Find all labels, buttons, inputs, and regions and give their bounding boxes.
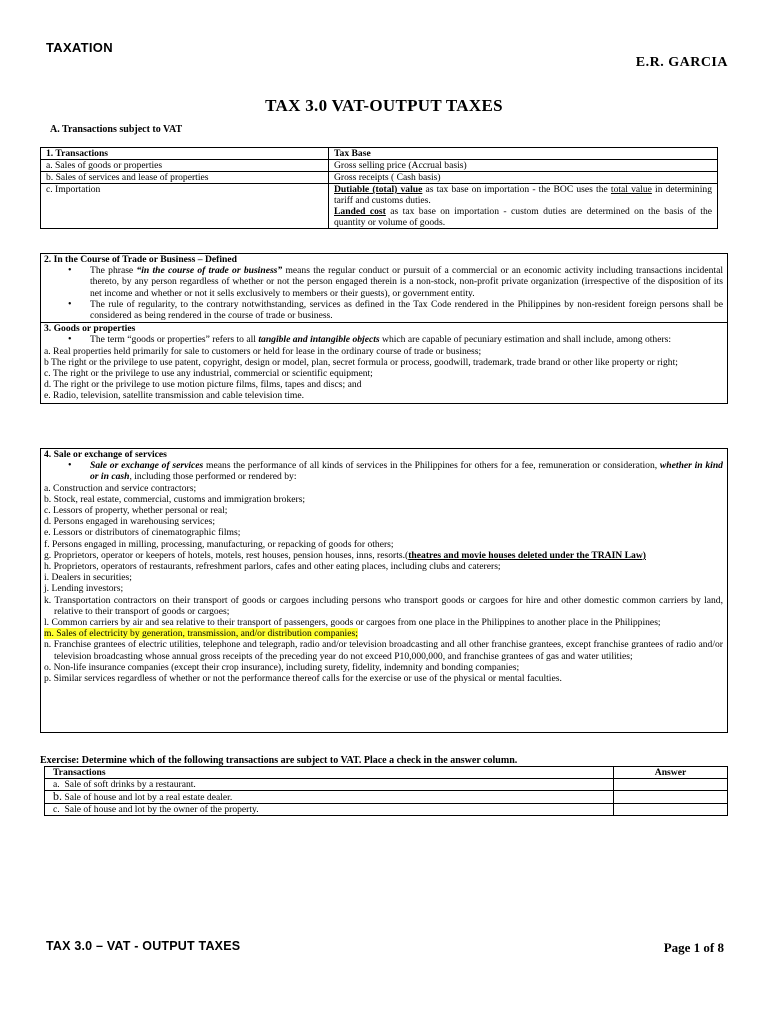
bullet-item xyxy=(44,334,723,345)
section-3-heading: 3. Goods or properties xyxy=(44,323,136,335)
exercise-transaction xyxy=(45,779,614,791)
item-text: Sale of house and lot by the owner of the property. xyxy=(59,804,259,815)
item-text: Sale of house and lot by a real estate dealer. xyxy=(62,792,233,803)
table-header-row xyxy=(45,767,728,779)
column-header-transactions: Transactions xyxy=(45,767,614,779)
bullet-item xyxy=(44,460,723,482)
bullet-emphasis-2: whether in kind or in cash xyxy=(90,460,723,483)
transactions-table xyxy=(40,147,718,229)
dutiable-value-term: Dutiable (total) value xyxy=(334,184,423,195)
column-header-tax-base: Tax Base xyxy=(329,148,718,160)
list-item: d. Persons engaged in warehousing services; xyxy=(44,516,216,528)
section-trade-or-business xyxy=(41,254,727,322)
tax-base-cell xyxy=(329,184,718,229)
train-law-note: theatres and movie houses deleted under the TRAIN Law) xyxy=(408,549,646,561)
list-item xyxy=(44,550,723,561)
exercise-transaction xyxy=(45,791,614,804)
section-2-heading: 2. In the Course of Trade or Business – Defined xyxy=(44,254,237,265)
bullet-emphasis: “in the course of trade or business” xyxy=(136,265,283,277)
list-item: b The right or the privilege to use patent, copyright, design or model, plan, secret formula or process, goodwill, trademark, trade brand or other like property or right; xyxy=(44,356,678,368)
list-item-text: g. Proprietors, operator or keepers of hotels, motels, rest houses, pension houses, inns, resorts.( xyxy=(44,549,409,561)
section-sale-of-services xyxy=(41,449,727,685)
bullet-text-end: which are capable of pecuniary estimation and shall include, among others: xyxy=(379,334,672,346)
transaction-cell: a. Sales of goods or properties xyxy=(41,160,329,172)
landed-cost-text: as tax base on importation - custom duties are determined on the basis of the quantity or volume of goods. xyxy=(334,206,713,228)
bullet-text-end: , including those performed or rendered by: xyxy=(129,471,297,483)
list-item: j. Lending investors; xyxy=(44,583,124,595)
bullet-item xyxy=(44,299,723,321)
author-name: E.R. GARCIA xyxy=(635,55,728,70)
column-header-transactions: 1. Transactions xyxy=(41,148,329,160)
table-row xyxy=(41,184,718,229)
item-letter: c. xyxy=(53,804,60,815)
item-text: Sale of soft drinks by a restaurant. xyxy=(59,779,196,790)
page-title: TAX 3.0 VAT-OUTPUT TAXES xyxy=(265,96,503,115)
section-goods-or-properties xyxy=(41,322,727,402)
page-number: Page 1 of 8 xyxy=(663,940,724,955)
list-item: e. Lessors or distributors of cinematographic films; xyxy=(44,527,241,539)
dutiable-value-text-end: in determining tariff and customs duties. xyxy=(334,184,712,206)
landed-cost-term: Landed cost xyxy=(334,206,386,217)
list-item: a. Real properties held primarily for sale to customers or held for lease in the ordinary course of trade or business; xyxy=(44,345,482,357)
total-value-term: total value xyxy=(610,184,652,195)
course-title: TAXATION xyxy=(46,40,113,55)
list-item: c. Lessors of property, whether personal or real; xyxy=(44,505,228,517)
answer-cell[interactable] xyxy=(614,791,728,804)
table-row xyxy=(45,804,728,816)
table-header-row xyxy=(41,148,718,160)
table-row xyxy=(45,779,728,791)
list-item: o. Non-life insurance companies (except their crop insurance), including surety, fidelity, indemnity and bonding companies; xyxy=(44,661,520,673)
definitions-box xyxy=(40,253,728,404)
list-item: b. Stock, real estate, commercial, customs and immigration brokers; xyxy=(44,493,306,505)
exercise-transaction xyxy=(45,804,614,816)
importation-base-landed xyxy=(334,206,712,228)
answer-cell[interactable] xyxy=(614,804,728,816)
column-header-answer: Answer xyxy=(614,767,728,779)
section-a-heading: A. Transactions subject to VAT xyxy=(50,124,183,135)
footer-title: TAX 3.0 – VAT - OUTPUT TAXES xyxy=(46,939,241,953)
answer-cell[interactable] xyxy=(614,779,728,791)
list-item: p. Similar services regardless of whether or not the performance thereof calls for the exercise or use of the physical or mental faculties. xyxy=(44,673,562,685)
list-item: k. Transportation contractors on their transport of goods or cargoes including persons who transport goods or cargoes for hire and other domestic common carriers by land, relative to their transport of goods or cargoes; xyxy=(44,594,723,617)
tax-base-cell: Gross receipts ( Cash basis) xyxy=(329,172,718,184)
highlighted-text: m. Sales of electricity by generation, transmission, and/or distribution companies; xyxy=(44,628,358,640)
transaction-cell: b. Sales of services and lease of properties xyxy=(41,172,329,184)
bullet-text-end: means the regular conduct or pursuit of a commercial or an economic activity including transactions incidental thereto, by any person regardless of whether or not the person engaged therein is a non-stock, non-profit private organization (irrespective of the disposition of its net income and whether or not it sells exclusively to members or their guests), or government entity. xyxy=(90,265,723,299)
list-item: d. The right or the privilege to use motion picture films, films, tapes and discs; and xyxy=(44,379,362,391)
list-item: l. Common carriers by air and sea relative to their transport of passengers, goods or cargoes from one place in the Philippines to another place in the Philippines; xyxy=(44,617,661,629)
item-letter: b. xyxy=(53,789,62,803)
exercise-table xyxy=(44,766,728,816)
transaction-cell: c. Importation xyxy=(41,184,329,229)
bullet-text: The phrase xyxy=(90,265,137,277)
bullet-item xyxy=(44,265,723,299)
list-item: e. Radio, television, satellite transmission and cable television time. xyxy=(44,390,305,402)
bullet-icon: • xyxy=(68,265,72,277)
dutiable-value-text: as tax base on importation - the BOC uses the xyxy=(422,184,611,195)
list-item: a. Construction and service contractors; xyxy=(44,482,197,494)
services-box xyxy=(40,448,728,733)
list-item: f. Persons engaged in milling, processing, manufacturing, or repacking of goods for others; xyxy=(44,538,394,550)
exercise-instructions: Exercise: Determine which of the following transactions are subject to VAT. Place a check in the answer column. xyxy=(40,755,518,766)
importation-base-dutiable xyxy=(334,184,712,206)
bullet-icon: • xyxy=(68,334,72,346)
bullet-emphasis: tangible and intangible objects xyxy=(258,334,380,346)
table-row xyxy=(45,791,728,804)
list-item: h. Proprietors, operators of restaurants, refreshment parlors, cafes and other eating places, including clubs and caterers; xyxy=(44,561,501,573)
bullet-text: means the performance of all kinds of services in the Philippines for others for a fee, remuneration or consideration, xyxy=(203,460,660,472)
list-item: i. Dealers in securities; xyxy=(44,572,132,584)
bullet-icon: • xyxy=(68,460,72,472)
bullet-text: The term “goods or properties” refers to all xyxy=(90,334,259,346)
section-4-heading: 4. Sale or exchange of services xyxy=(44,449,167,460)
list-item: n. Franchise grantees of electric utilities, telephone and telegraph, radio and/or television broadcasting and all other franchise grantees, except franchise grantees of radio and/or television broadcasting whose annual gross receipts of the preceding year do not exceed P10,000,000, and franchise grantees of gas and water utilities; xyxy=(44,639,723,662)
bullet-emphasis: Sale or exchange of services xyxy=(90,460,204,472)
item-letter: a. xyxy=(53,779,60,790)
list-item-highlighted xyxy=(44,628,723,639)
table-row xyxy=(41,160,718,172)
list-item: c. The right or the privilege to use any industrial, commercial or scientific equipment; xyxy=(44,368,373,380)
tax-base-cell: Gross selling price (Accrual basis) xyxy=(329,160,718,172)
bullet-icon: • xyxy=(68,298,72,310)
bullet-text: The rule of regularity, to the contrary notwithstanding, services as defined in the Tax Code rendered in the Philippines by non-resident foreign persons shall be considered as being rendered in the course of trade or business. xyxy=(90,298,723,322)
table-row xyxy=(41,172,718,184)
